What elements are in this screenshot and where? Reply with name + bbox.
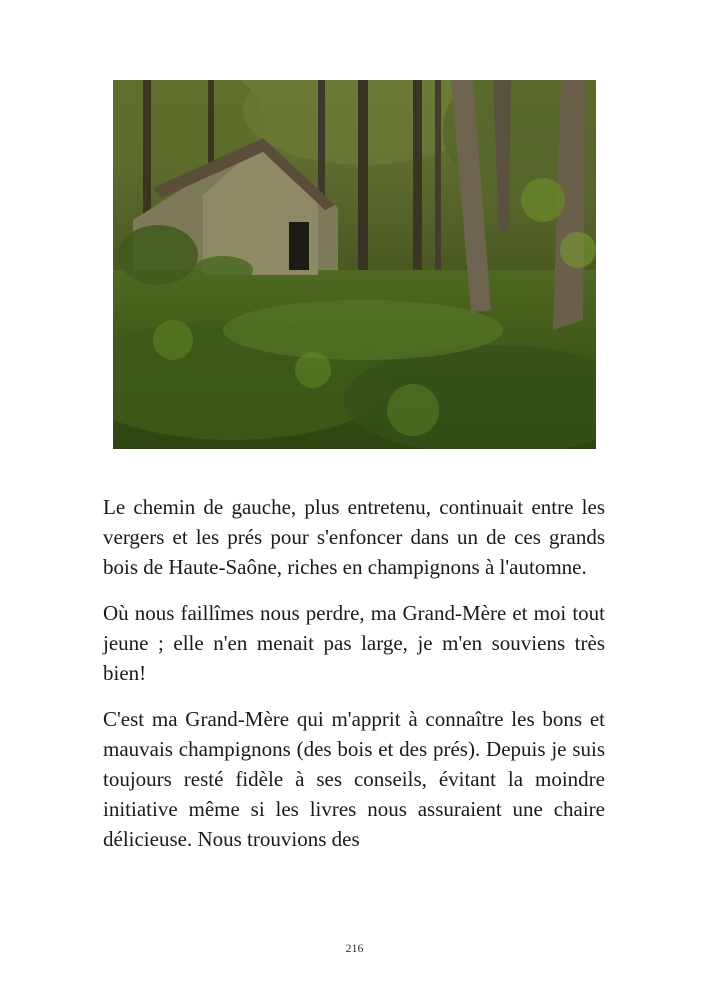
forest-cabin-photo bbox=[113, 80, 596, 449]
forest-cabin-illustration bbox=[113, 80, 596, 449]
paragraph-1: Le chemin de gauche, plus entretenu, continuait entre les vergers et les prés pour s'enfoncer dans un de ces grands bois de Haute-Saône, riches en champignons à l'automne. bbox=[103, 495, 605, 579]
paragraph-3: C'est ma Grand-Mère qui m'apprit à connaître les bons et mauvais champignons (des bois et des prés). Depuis je suis toujours resté fidèle à ses conseils, évitant la moindre initiative même si les livres nous assuraient une chaire délicieuse. Nous trouvions des bbox=[103, 707, 605, 851]
paragraph-2: Où nous faillîmes nous perdre, ma Grand-Mère et moi tout jeune ; elle n'en menait pas large, je m'en souviens très bien! bbox=[103, 601, 605, 685]
body-text bbox=[103, 492, 605, 870]
page-number: 216 bbox=[345, 941, 364, 955]
